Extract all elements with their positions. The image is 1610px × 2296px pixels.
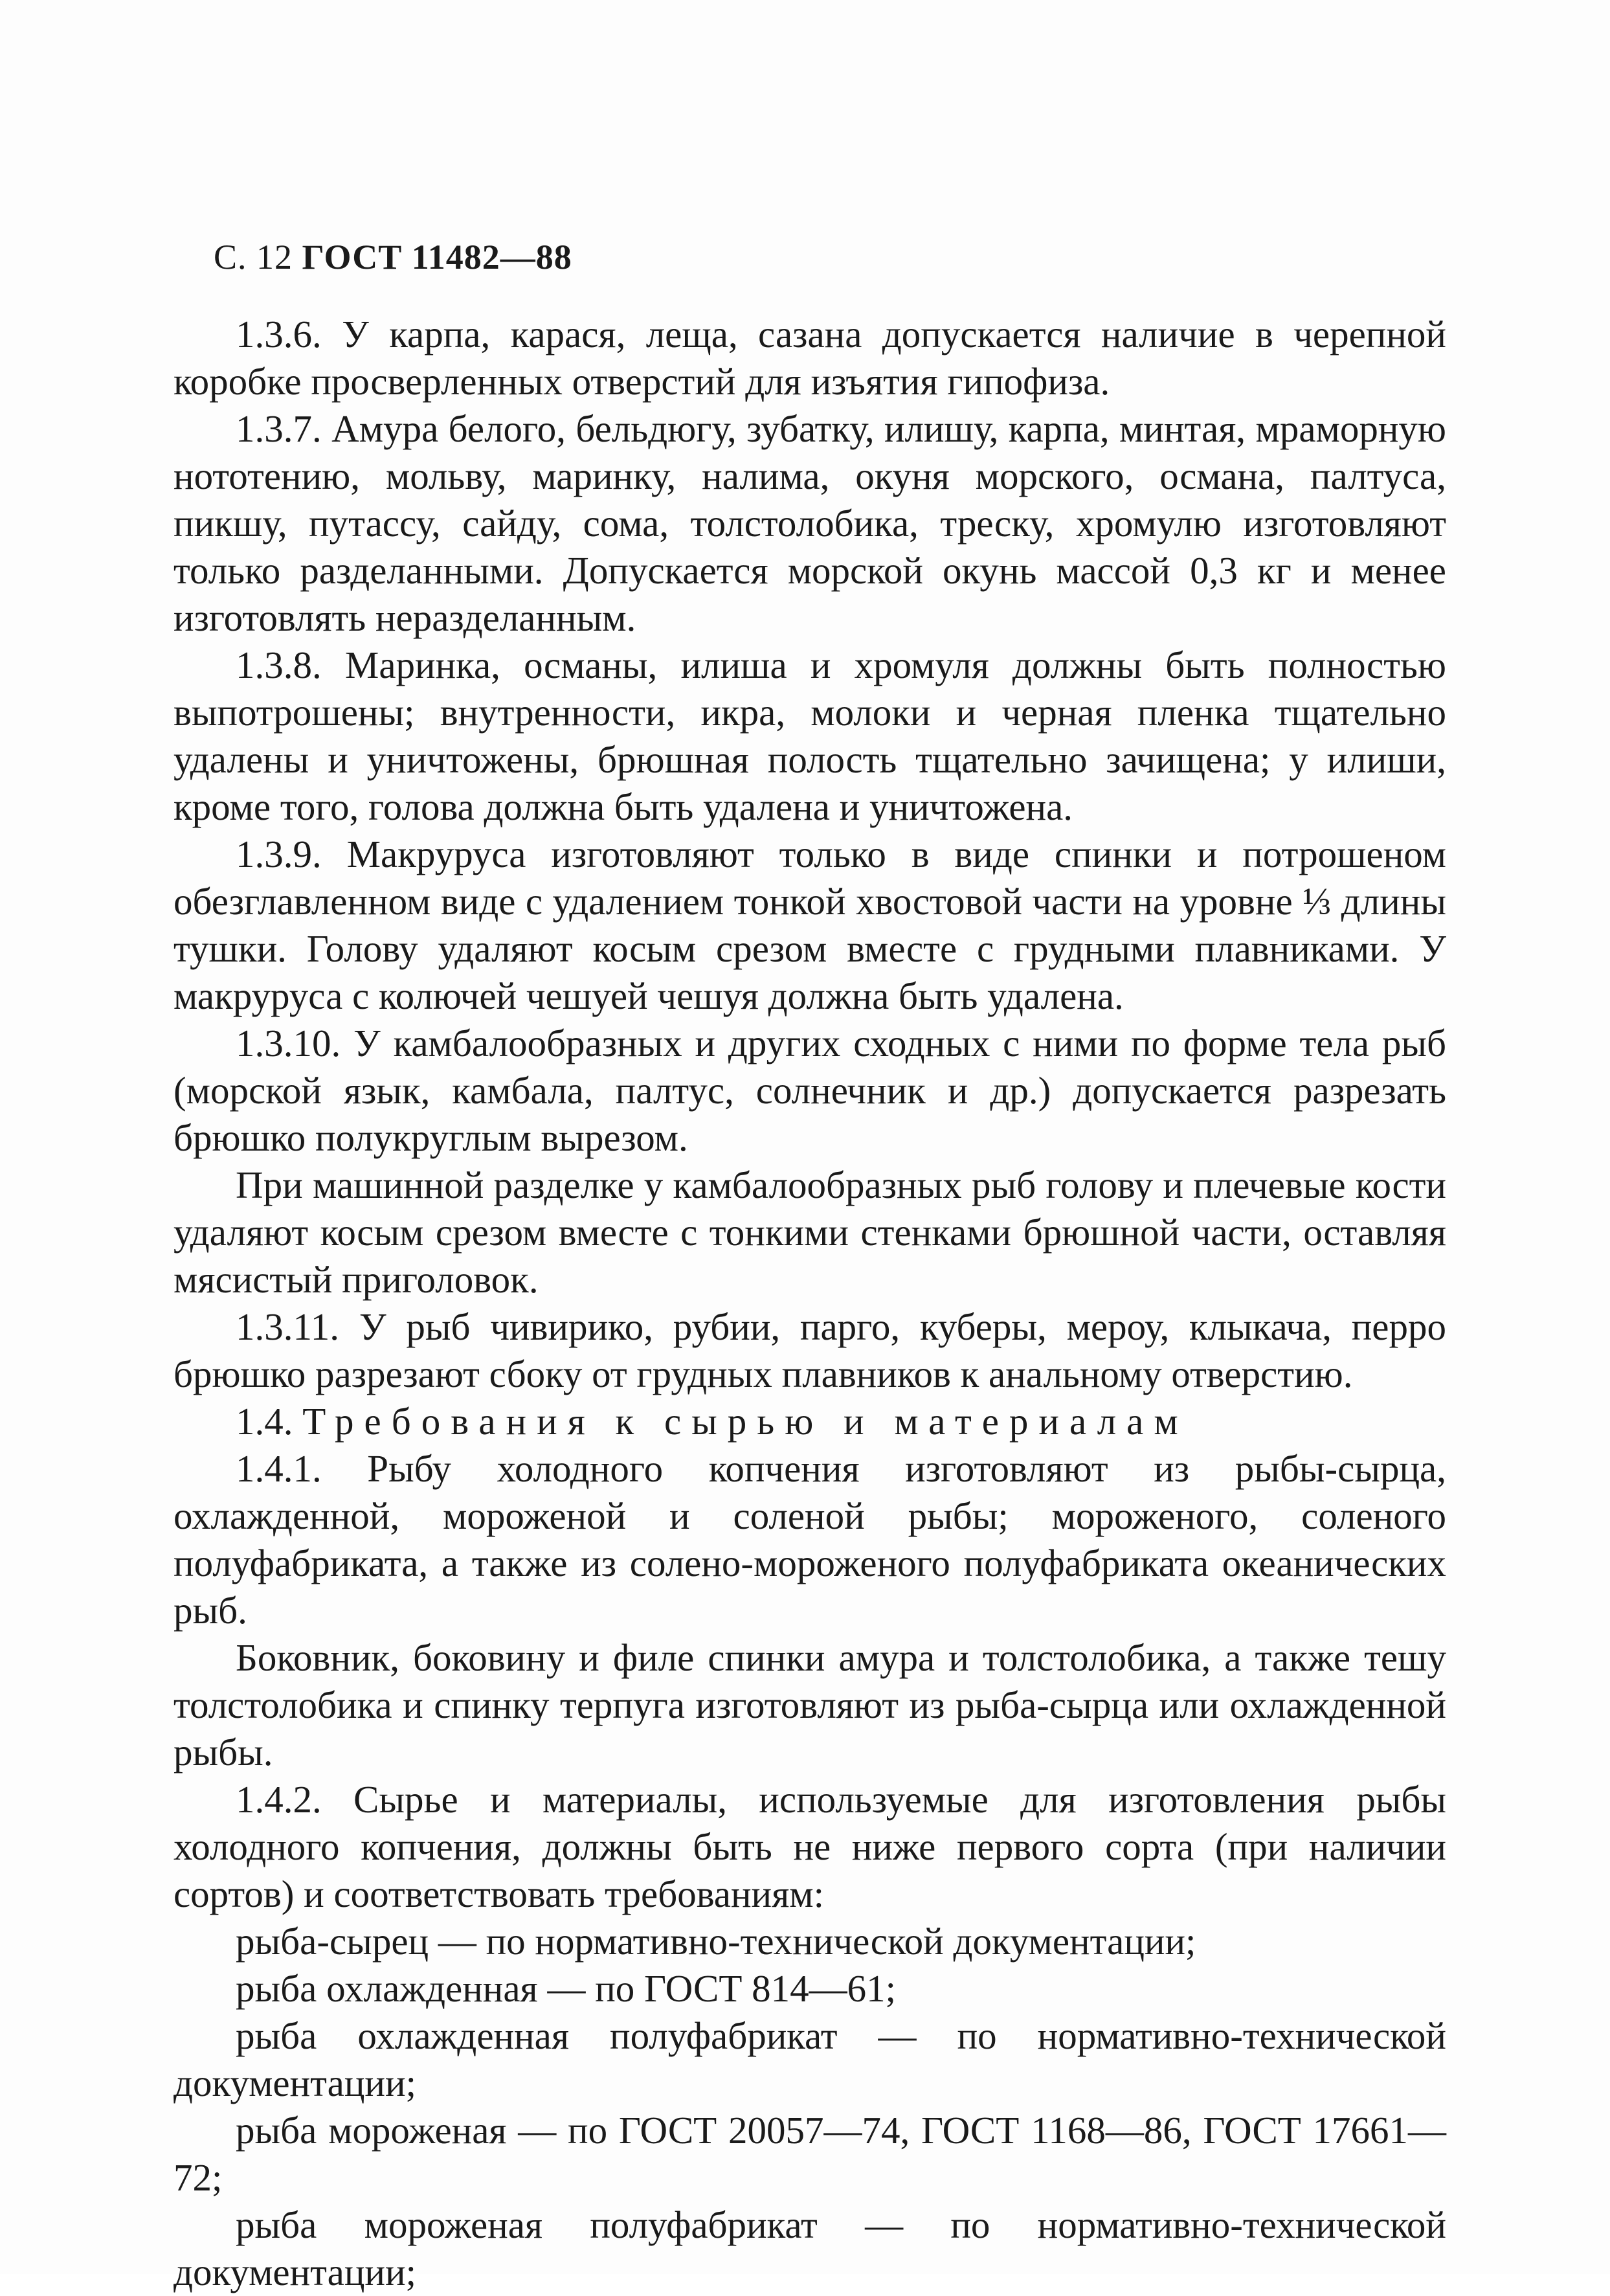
page-number: С. 12: [214, 238, 293, 276]
section-heading-1-4: [173, 1398, 1446, 1445]
list-item: рыба охлажденная — по ГОСТ 814—61;: [236, 1967, 897, 2010]
paragraph-1-3-9: 1.3.9. Макруруса изготовляют только в виде спинки и потрошеном обезглавленном виде с удалением тонкой хвостовой части на уровне ⅓ длины тушки. Голову удаляют косым срезом вместе с грудными плавниками. У макруруса с колючей чешуей чешуя должна быть удалена.: [173, 833, 1446, 1017]
list-item: рыба-сырец — по нормативно-технической документации;: [236, 1920, 1196, 1963]
standard-designation: ГОСТ 11482—88: [302, 238, 572, 276]
paragraph-side-parts: Боковник, боковину и филе спинки амура и толстолобика, а также тешу толстолобика и спинку терпуга изготовляют из рыба-сырца или охлажденной рыбы.: [173, 1636, 1446, 1773]
document-body: [173, 311, 1446, 2296]
list-item: рыба мороженая полуфабрикат — по нормативно-технической документации;: [173, 2203, 1446, 2293]
paragraph-1-4-1: 1.4.1. Рыбу холодного копчения изготовляют из рыбы-сырца, охлажденной, мороженой и соленой рыбы; мороженого, соленого полуфабриката, а также из солено-мороженого полуфабриката океанических рыб.: [173, 1447, 1446, 1632]
paragraph-1-3-10: 1.3.10. У камбалообразных и других сходных с ними по форме тела рыб (морской язык, камбала, палтус, солнечник и др.) допускается разрезать брюшко полукруглым вырезом.: [173, 1022, 1446, 1159]
section-number: 1.4.: [236, 1400, 293, 1443]
paragraph-1-3-6: 1.3.6. У карпа, карася, леща, сазана допускается наличие в черепной коробке просверленных отверстий для изъятия гипофиза.: [173, 313, 1446, 403]
paragraph-1-3-8: 1.3.8. Маринка, османы, илиша и хромуля должны быть полностью выпотрошены; внутренности, икра, молоки и черная пленка тщательно удалены и уничтожены, брюшная полость тщательно зачищена; у илиши, кроме того, голова должна быть удалена и уничтожена.: [173, 644, 1446, 828]
paragraph-1-4-2: 1.4.2. Сырье и материалы, используемые для изготовления рыбы холодного копчения, должны быть не ниже первого сорта (при наличии сортов) и соответствовать требованиям:: [173, 1778, 1446, 1915]
section-title: Требования к сырью и материалам: [302, 1400, 1189, 1443]
paragraph-machine-cutting: При машинной разделке у камбалообразных рыб голову и плечевые кости удаляют косым срезом вместе с тонкими стенками брюшной части, оставляя мясистый приголовок.: [173, 1164, 1446, 1301]
paragraph-1-3-7: 1.3.7. Амура белого, бельдюгу, зубатку, илишу, карпа, минтая, мраморную нототению, мольву, маринку, налима, окуня морского, османа, палтуса, пикшу, путассу, сайду, сома, толстолобика, треску, хромулю изготовляют только разделанными. Допускается морской окунь массой 0,3 кг и менее изготовлять неразделанным.: [173, 407, 1446, 639]
list-item: рыба мороженая — по ГОСТ 20057—74, ГОСТ 1168—86, ГОСТ 17661—72;: [173, 2109, 1446, 2199]
list-item: рыба охлажденная полуфабрикат — по нормативно-технической документации;: [173, 2014, 1446, 2104]
page-header: [214, 236, 572, 278]
paragraph-1-3-11: 1.3.11. У рыб чивирико, рубии, парго, куберы, мероу, клыкача, перро брюшко разрезают сбоку от грудных плавников к анальному отверстию.: [173, 1305, 1446, 1395]
